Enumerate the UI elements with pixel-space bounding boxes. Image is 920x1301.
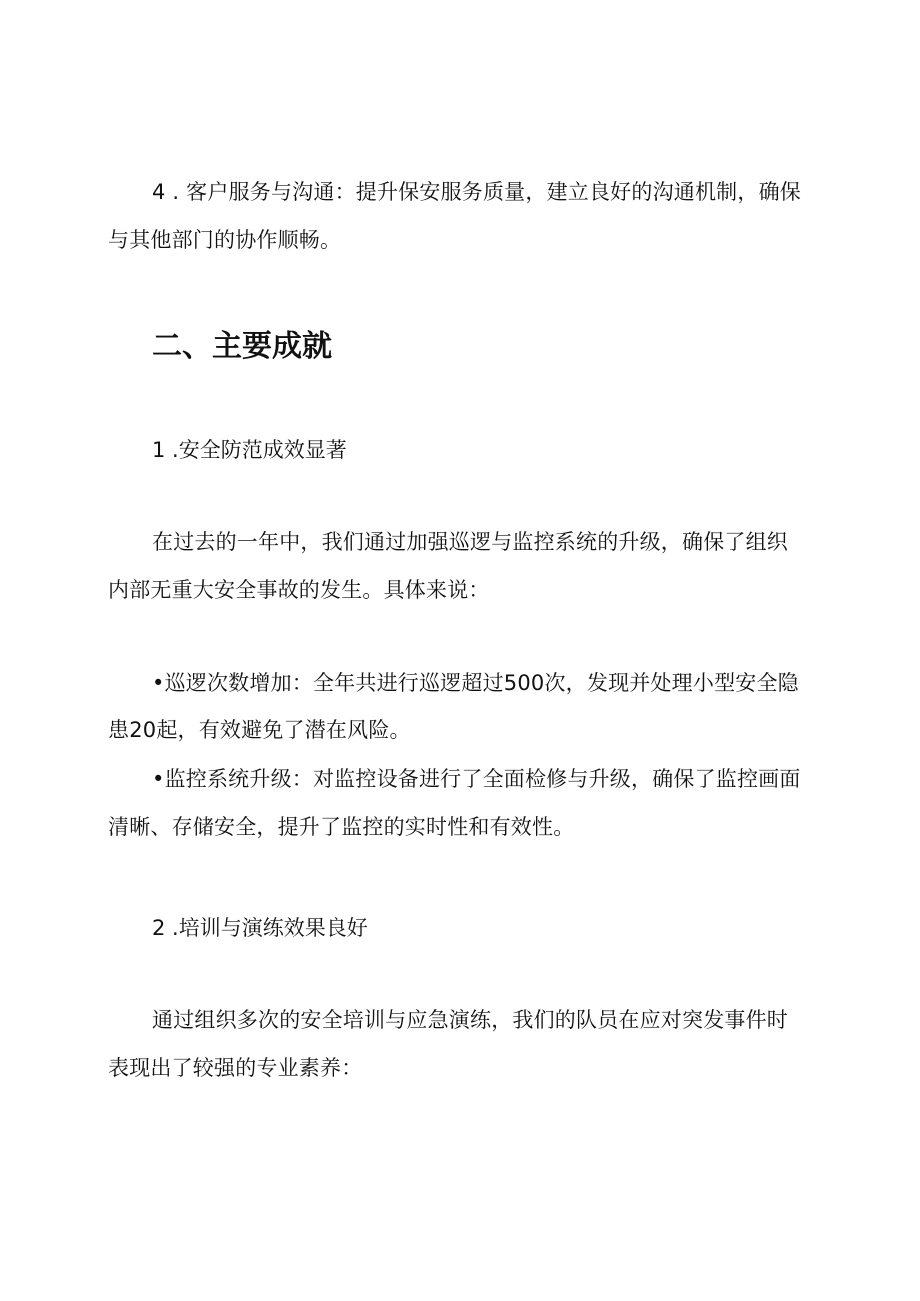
paragraph-1-line1: 在过去的一年中，我们通过加强巡逻与监控系统的升级，确保了组织 (152, 530, 788, 554)
bullet-1-line2: 患20起，有效避免了潜在风险。 (108, 718, 411, 742)
paragraph-1-line2: 内部无重大安全事故的发生。具体来说： (108, 578, 490, 602)
item4-line1: 4 . 客户服务与沟通：提升保安服务质量，建立良好的沟通机制，确保 (152, 180, 801, 204)
subsection-title-2: 2 .培训与演练效果良好 (152, 916, 368, 940)
bullet-2-line2: 清晰、存储安全，提升了监控的实时性和有效性。 (108, 815, 575, 839)
bullet-1-line1: •巡逻次数增加：全年共进行巡逻超过500次，发现并处理小型安全隐 (152, 671, 799, 695)
subsection-title-1: 1 .安全防范成效显著 (152, 438, 347, 462)
section-heading: 二、主要成就 (152, 329, 332, 364)
paragraph-2-line1: 通过组织多次的安全培训与应急演练，我们的队员在应对突发事件时 (152, 1008, 788, 1032)
bullet-2-line1: •监控系统升级：对监控设备进行了全面检修与升级，确保了监控画面 (152, 767, 801, 791)
item4-line2: 与其他部门的协作顺畅。 (108, 228, 342, 252)
paragraph-2-line2: 表现出了较强的专业素养： (108, 1056, 363, 1080)
